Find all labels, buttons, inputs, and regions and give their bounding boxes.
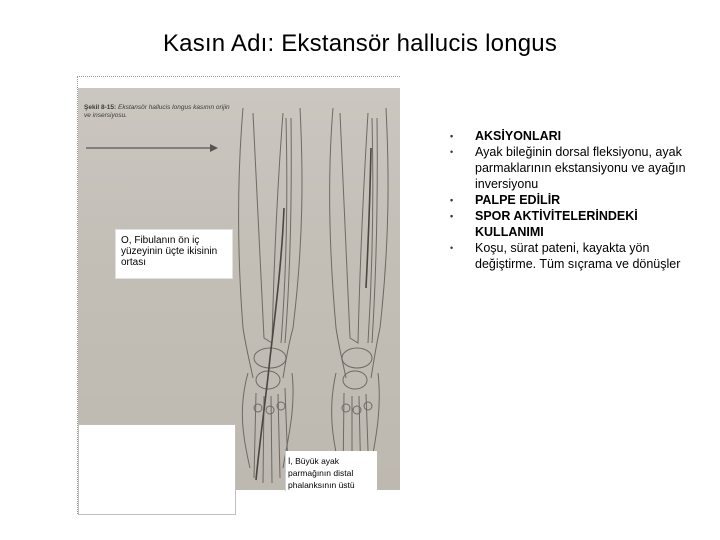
slide-title: Kasın Adı: Ekstansör hallucis longus [162, 30, 558, 57]
figure-number: Şekil 8-15: [84, 104, 117, 111]
empty-textbox [78, 424, 236, 515]
bullet-palpation-heading: • PALPE EDİLİR [450, 192, 690, 208]
bullet-sports-heading: • SPOR AKTİVİTELERİNDEKİ KULLANIMI [450, 208, 690, 240]
figure-caption [84, 104, 234, 120]
figure-caption-text: Ekstansör hallucis longus kasının orijin ve insersiyosu. [84, 104, 230, 119]
info-bullet-list [450, 128, 690, 272]
insertion-label: İ, Büyük ayak parmağının distal phalanksının üstü [285, 451, 377, 491]
origin-label: O, Fibulanın ön iç yüzeyinin üçte ikisinin ortası [115, 229, 233, 279]
bullet-sports-text: • Koşu, sürat pateni, kayakta yön değiştirme. Tüm sıçrama ve dönüşler [450, 240, 690, 272]
bullet-actions-heading: • AKSİYONLARI [450, 128, 690, 144]
bullet-actions-text: • Ayak bileğinin dorsal fleksiyonu, ayak parmaklarının ekstansiyonu ve ayağın inversiyonu [450, 144, 690, 192]
